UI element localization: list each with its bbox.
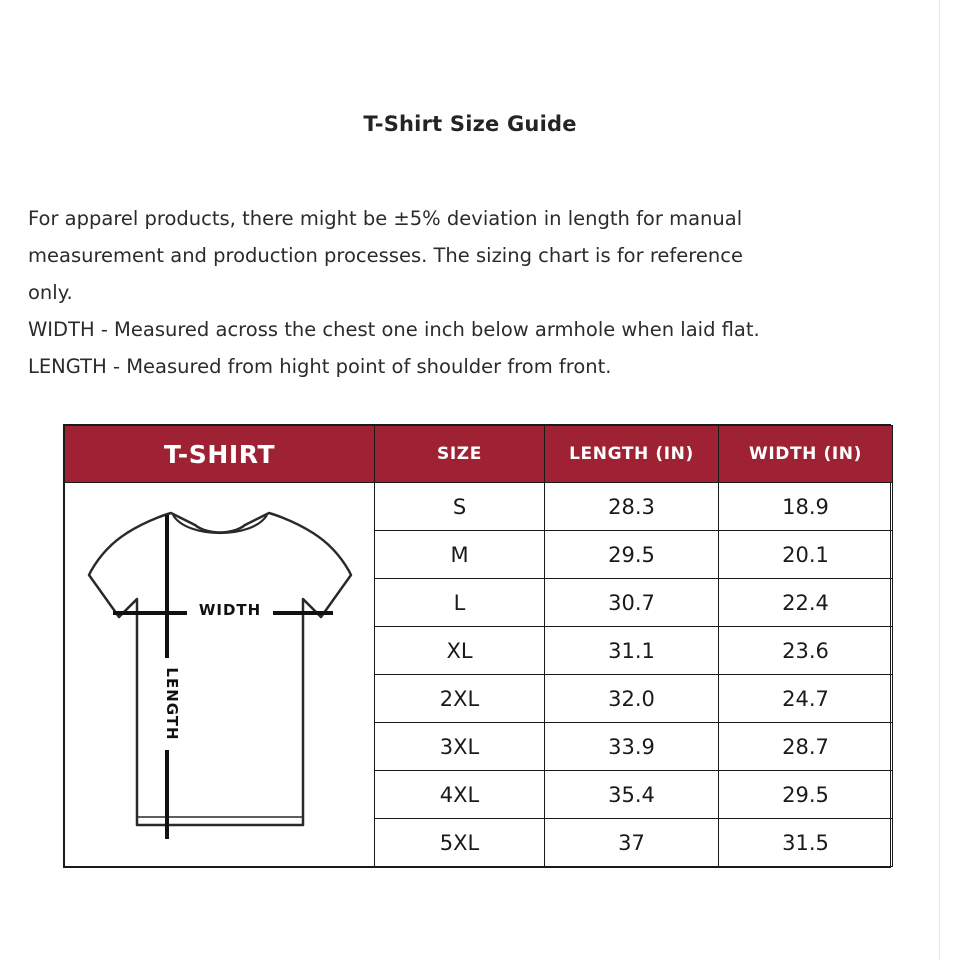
cell-width: 22.4 (719, 579, 893, 627)
cell-length: 35.4 (545, 771, 719, 819)
length-label: LENGTH (162, 666, 181, 741)
cell-length: 29.5 (545, 531, 719, 579)
intro-line-4: WIDTH - Measured across the chest one inch below armhole when laid flat. (28, 318, 760, 341)
header-brand: T-SHIRT (65, 426, 375, 483)
cell-width: 31.5 (719, 819, 893, 867)
cell-width: 24.7 (719, 675, 893, 723)
tshirt-diagram-cell (65, 483, 375, 867)
cell-width: 20.1 (719, 531, 893, 579)
cell-width: 18.9 (719, 483, 893, 531)
cell-size: M (375, 531, 545, 579)
cell-length: 30.7 (545, 579, 719, 627)
cell-width: 29.5 (719, 771, 893, 819)
cell-size: 2XL (375, 675, 545, 723)
cell-size: 3XL (375, 723, 545, 771)
cell-size: XL (375, 627, 545, 675)
intro-line-2: measurement and production processes. The sizing chart is for reference (28, 244, 743, 267)
cell-size: L (375, 579, 545, 627)
cell-length: 37 (545, 819, 719, 867)
cell-length: 33.9 (545, 723, 719, 771)
intro-text (28, 200, 908, 385)
tshirt-diagram (65, 483, 374, 866)
cell-width: 28.7 (719, 723, 893, 771)
intro-line-3: only. (28, 281, 73, 304)
cell-length: 28.3 (545, 483, 719, 531)
cell-size: 4XL (375, 771, 545, 819)
page-title: T-Shirt Size Guide (363, 112, 577, 136)
cell-size: S (375, 483, 545, 531)
header-width: WIDTH (IN) (719, 426, 893, 483)
tshirt-icon (75, 495, 365, 855)
intro-line-1: For apparel products, there might be ±5% deviation in length for manual (28, 207, 743, 230)
cell-size: 5XL (375, 819, 545, 867)
page-right-margin (939, 0, 960, 960)
size-table (64, 425, 893, 867)
table-header-row (65, 426, 893, 483)
cell-length: 31.1 (545, 627, 719, 675)
cell-length: 32.0 (545, 675, 719, 723)
header-size: SIZE (375, 426, 545, 483)
cell-width: 23.6 (719, 627, 893, 675)
header-length: LENGTH (IN) (545, 426, 719, 483)
size-table-container (63, 424, 891, 868)
width-label: WIDTH (198, 600, 261, 619)
intro-line-5: LENGTH - Measured from hight point of shoulder from front. (28, 355, 612, 378)
table-row (65, 483, 893, 531)
